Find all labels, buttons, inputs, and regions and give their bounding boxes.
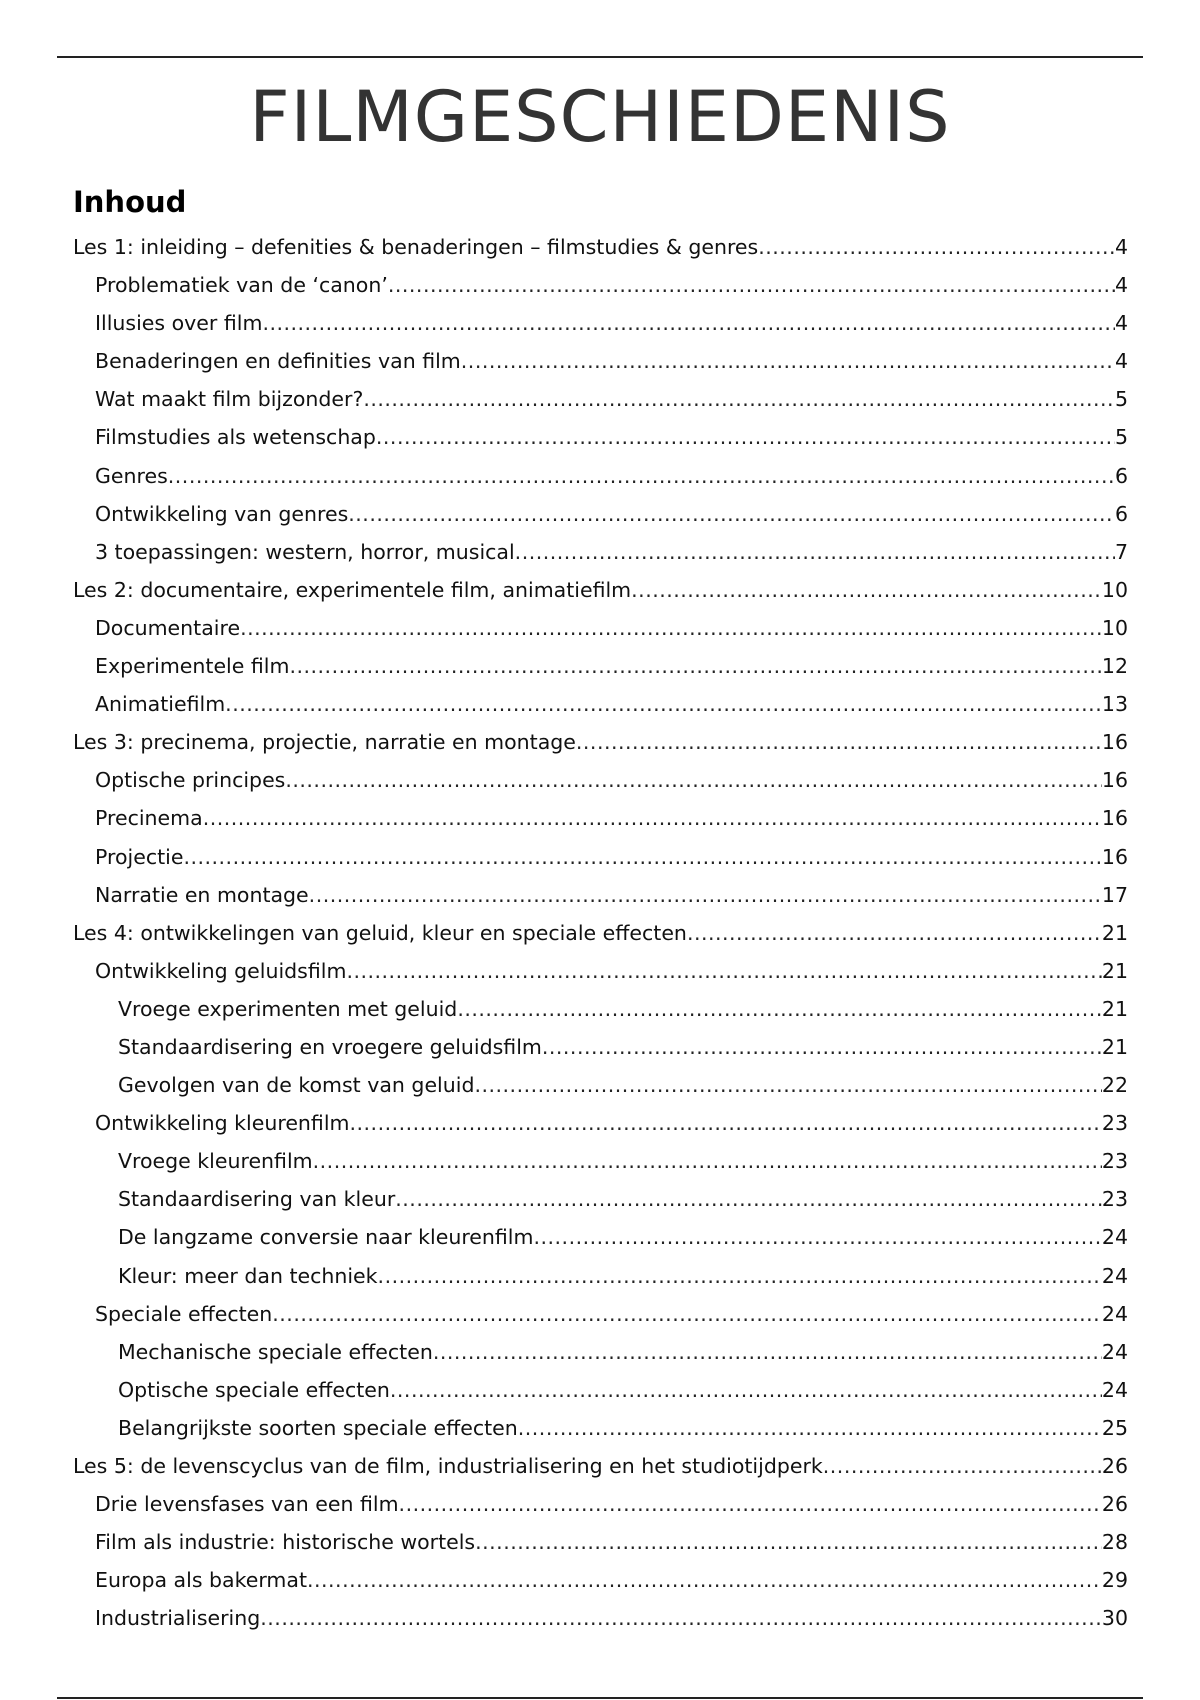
toc-entry[interactable] (73, 1258, 1128, 1296)
toc-dot-leader (260, 1600, 1102, 1636)
toc-page-number: 24 (1101, 1377, 1128, 1402)
toc-entry-title: Precinema (95, 806, 203, 831)
toc-dot-leader (631, 572, 1102, 608)
toc-page-number: 26 (1101, 1454, 1128, 1478)
toc-entry-title: Ontwikkeling geluidsfilm (95, 958, 347, 983)
toc-entry-title: Optische speciale effecten (118, 1377, 390, 1402)
toc-entry-title: Europa als bakermat (95, 1568, 307, 1593)
toc-entry[interactable] (73, 610, 1128, 648)
toc-page-number: 16 (1101, 768, 1128, 793)
toc-entry[interactable] (73, 1334, 1128, 1372)
toc-entry-title: Vroege experimenten met geluid (118, 996, 458, 1021)
toc-entry-title: Drie levensfases van een film (95, 1492, 399, 1517)
toc-page-number: 25 (1101, 1415, 1128, 1440)
toc-page-number: 24 (1101, 1225, 1128, 1250)
toc-dot-leader (309, 877, 1102, 913)
toc-page-number: 23 (1101, 1187, 1128, 1212)
toc-page-number: 4 (1114, 273, 1128, 298)
toc-entry-title: Belangrijkste soorten speciale effecten (118, 1415, 518, 1440)
toc-entry-title: Optische principes (95, 768, 286, 793)
toc-dot-leader (378, 1258, 1102, 1294)
toc-page-number: 21 (1101, 958, 1128, 983)
toc-entry[interactable] (73, 496, 1128, 534)
toc-heading: Inhoud (73, 185, 187, 219)
toc-entry-title: Problematiek van de ‘canon’ (95, 273, 388, 298)
toc-entry-title: Les 5: de levenscyclus van de film, industrialisering en het studiotijdperk (73, 1454, 823, 1478)
toc-entry-title: Illusies over film (95, 311, 263, 336)
toc-entry-title: Kleur: meer dan techniek (118, 1263, 378, 1288)
toc-entry-title: Experimentele film (95, 654, 290, 679)
toc-dot-leader (823, 1448, 1102, 1484)
toc-entry[interactable] (73, 1410, 1128, 1448)
toc-entry[interactable] (73, 1562, 1128, 1600)
toc-page-number: 10 (1101, 615, 1128, 640)
toc-entry-title: Industrialisering (95, 1606, 261, 1631)
toc-dot-leader (348, 496, 1115, 532)
toc-page-number: 24 (1101, 1301, 1128, 1326)
toc-page-number: 24 (1101, 1339, 1128, 1364)
top-rule (57, 56, 1143, 58)
toc-entry-title: Les 4: ontwikkelingen van geluid, kleur en speciale effecten (73, 920, 687, 945)
toc-entry[interactable] (73, 1486, 1128, 1524)
toc-entry[interactable] (73, 1524, 1128, 1562)
toc-page-number: 13 (1101, 692, 1128, 717)
toc-entry-title: Ontwikkeling kleurenfilm (95, 1111, 350, 1136)
toc-page-number: 21 (1101, 996, 1128, 1021)
toc-dot-leader (240, 610, 1102, 646)
toc-entry-title: Les 2: documentaire, experimentele film, animatiefilm (73, 577, 632, 602)
toc-entry[interactable] (73, 1029, 1128, 1067)
toc-entry[interactable] (73, 1181, 1128, 1219)
toc-dot-leader (461, 343, 1115, 379)
toc-dot-leader (346, 953, 1101, 989)
toc-page-number: 16 (1101, 844, 1128, 869)
toc-dot-leader (533, 1219, 1101, 1255)
toc-dot-leader (576, 724, 1102, 760)
toc-page-number: 7 (1114, 539, 1128, 564)
toc-page-number: 6 (1114, 463, 1128, 488)
toc-page-number: 6 (1114, 501, 1128, 526)
toc-dot-leader (542, 1029, 1102, 1065)
toc-page-number: 21 (1101, 1034, 1128, 1059)
toc-entry[interactable] (73, 1067, 1128, 1105)
toc-page-number: 17 (1101, 882, 1128, 907)
toc-dot-leader (395, 1181, 1102, 1217)
toc-page-number: 21 (1101, 920, 1128, 945)
toc-dot-leader (203, 800, 1102, 836)
toc-page-number: 30 (1101, 1606, 1128, 1631)
toc-entry-title: Wat maakt film bijzonder? (95, 387, 364, 412)
toc-entry-title: Standaardisering van kleur (118, 1187, 396, 1212)
toc-dot-leader (307, 1562, 1102, 1598)
toc-entry-title: Mechanische speciale effecten (118, 1339, 433, 1364)
toc-dot-leader (457, 991, 1102, 1027)
table-of-contents (73, 229, 1128, 1638)
toc-dot-leader (168, 458, 1115, 494)
toc-dot-leader (285, 762, 1102, 798)
toc-dot-leader (289, 648, 1101, 684)
toc-dot-leader (183, 839, 1101, 875)
toc-entry-title: Film als industrie: historische wortels (95, 1530, 476, 1555)
toc-dot-leader (390, 1372, 1102, 1408)
toc-dot-leader (758, 229, 1115, 265)
toc-entry[interactable] (73, 1105, 1128, 1143)
toc-dot-leader (363, 381, 1115, 417)
toc-entry-title: Benaderingen en definities van film (95, 349, 461, 374)
toc-page-number: 4 (1114, 349, 1128, 374)
toc-page-number: 24 (1101, 1263, 1128, 1288)
toc-entry[interactable] (73, 762, 1128, 800)
toc-page-number: 4 (1114, 235, 1128, 259)
toc-page-number: 23 (1101, 1111, 1128, 1136)
toc-entry-title: Filmstudies als wetenschap (95, 425, 376, 450)
toc-entry-title: Ontwikkeling van genres (95, 501, 349, 526)
toc-page-number: 10 (1101, 577, 1128, 602)
toc-entry[interactable] (73, 343, 1128, 381)
toc-dot-leader (262, 305, 1115, 341)
toc-entry-title: Narratie en montage (95, 882, 309, 907)
toc-entry-title: Standaardisering en vroegere geluidsfilm (118, 1034, 542, 1059)
toc-entry[interactable] (73, 267, 1128, 305)
toc-page-number: 12 (1101, 654, 1128, 679)
toc-entry[interactable] (73, 648, 1128, 686)
toc-page-number: 26 (1101, 1492, 1128, 1517)
toc-dot-leader (474, 1067, 1101, 1103)
toc-entry-title: Genres (95, 463, 168, 488)
toc-entry-title: Animatiefilm (95, 692, 226, 717)
toc-page-number: 5 (1114, 387, 1128, 412)
toc-page-number: 29 (1101, 1568, 1128, 1593)
toc-page-number: 4 (1114, 311, 1128, 336)
toc-entry-title: Speciale effecten (95, 1301, 273, 1326)
toc-dot-leader (388, 267, 1115, 303)
toc-page-number: 23 (1101, 1149, 1128, 1174)
toc-dot-leader (376, 419, 1115, 455)
toc-entry-title: Documentaire (95, 615, 241, 640)
toc-entry[interactable] (73, 572, 1128, 610)
document-title: FILMGESCHIEDENIS (249, 76, 951, 158)
toc-entry[interactable] (73, 1143, 1128, 1181)
toc-entry[interactable] (73, 1296, 1128, 1334)
toc-entry[interactable] (73, 419, 1128, 457)
toc-page-number: 16 (1101, 806, 1128, 831)
bottom-rule (57, 1697, 1143, 1699)
toc-entry[interactable] (73, 1448, 1128, 1486)
toc-entry-title: 3 toepassingen: western, horror, musical (95, 539, 515, 564)
toc-entry[interactable] (73, 953, 1128, 991)
toc-entry[interactable] (73, 991, 1128, 1029)
toc-entry[interactable] (73, 305, 1128, 343)
toc-page-number: 16 (1101, 730, 1128, 755)
toc-entry-title: Vroege kleurenfilm (118, 1149, 313, 1174)
toc-dot-leader (225, 686, 1102, 722)
toc-entry[interactable] (73, 229, 1128, 267)
toc-page-number: 28 (1101, 1530, 1128, 1555)
toc-entry-title: Gevolgen van de komst van geluid (118, 1073, 475, 1098)
toc-entry[interactable] (73, 1372, 1128, 1410)
toc-dot-leader (687, 915, 1102, 951)
toc-entry-title: Projectie (95, 844, 184, 869)
toc-dot-leader (272, 1296, 1102, 1332)
toc-entry-title: Les 3: precinema, projectie, narratie en montage (73, 730, 576, 755)
toc-dot-leader (350, 1105, 1102, 1141)
toc-entry-title: Les 1: inleiding – defenities & benaderingen – filmstudies & genres (73, 235, 759, 259)
toc-entry[interactable] (73, 686, 1128, 724)
toc-entry[interactable] (73, 534, 1128, 572)
toc-page-number: 5 (1114, 425, 1128, 450)
toc-entry[interactable] (73, 839, 1128, 877)
toc-entry[interactable] (73, 458, 1128, 496)
toc-entry[interactable] (73, 1600, 1128, 1638)
toc-dot-leader (518, 1410, 1102, 1446)
toc-entry[interactable] (73, 915, 1128, 953)
toc-entry[interactable] (73, 1219, 1128, 1257)
toc-entry-title: De langzame conversie naar kleurenfilm (118, 1225, 534, 1250)
toc-entry[interactable] (73, 724, 1128, 762)
toc-dot-leader (399, 1486, 1102, 1522)
toc-dot-leader (313, 1143, 1102, 1179)
toc-dot-leader (475, 1524, 1102, 1560)
toc-entry[interactable] (73, 877, 1128, 915)
toc-dot-leader (433, 1334, 1102, 1370)
toc-entry[interactable] (73, 381, 1128, 419)
toc-dot-leader (515, 534, 1115, 570)
toc-entry[interactable] (73, 800, 1128, 838)
toc-page-number: 22 (1101, 1073, 1128, 1098)
